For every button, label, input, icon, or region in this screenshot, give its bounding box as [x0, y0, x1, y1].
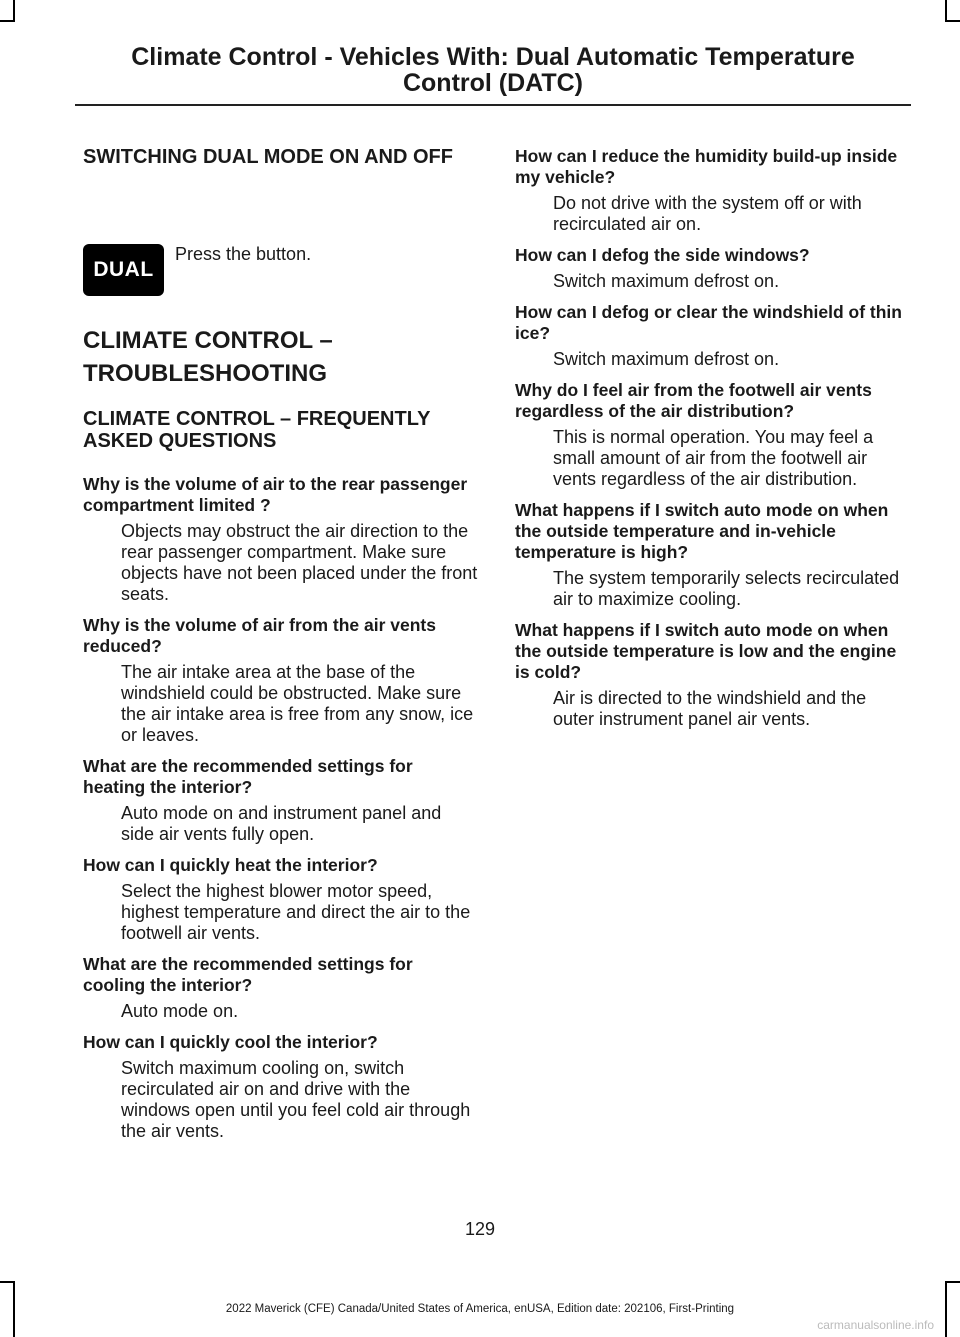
dual-mode-heading: SWITCHING DUAL MODE ON AND OFF: [83, 146, 453, 168]
dual-button-icon: DUAL: [83, 244, 164, 296]
faq-question: How can I quickly heat the interior?: [83, 855, 378, 875]
faq-question: What are the recommended settings for cooling the interior?: [83, 954, 413, 995]
troubleshooting-line1: CLIMATE CONTROL –: [83, 327, 333, 354]
faq-heading: CLIMATE CONTROL – FREQUENTLY ASKED QUESTIONS: [83, 408, 431, 452]
faq-answer: Switch maximum cooling on, switch recirculated air on and drive with the windows open until you feel cold air through the air vents.: [121, 1058, 471, 1141]
faq-question: Why do I feel air from the footwell air vents regardless of the air distribution?: [515, 380, 872, 421]
left-column: [83, 146, 478, 1152]
faq-question: What are the recommended settings for heating the interior?: [83, 756, 413, 797]
crop-mark: [0, 20, 15, 22]
faq-answer: Air is directed to the windshield and the outer instrument panel air vents.: [553, 688, 867, 729]
faq-answer: Auto mode on and instrument panel and side air vents fully open.: [121, 803, 442, 844]
faq-answer: The system temporarily selects recirculated air to maximize cooling.: [553, 568, 900, 609]
faq-answer: The air intake area at the base of the windshield could be obstructed. Make sure the air intake area is free from any snow, ice or leaves.: [121, 662, 474, 745]
faq-question: How can I quickly cool the interior?: [83, 1032, 378, 1052]
right-column: [515, 146, 910, 740]
faq-answer: Switch maximum defrost on.: [553, 271, 780, 291]
crop-mark: [0, 1281, 15, 1283]
faq-question: What happens if I switch auto mode on when the outside temperature and in-vehicle temperature is high?: [515, 500, 889, 562]
faq-question: What happens if I switch auto mode on when the outside temperature is low and the engine is cold?: [515, 620, 897, 682]
crop-mark: [945, 0, 947, 22]
faq-question: How can I reduce the humidity build-up inside my vehicle?: [515, 146, 898, 187]
faq-answer: Do not drive with the system off or with recirculated air on.: [553, 193, 862, 234]
page-header: [75, 44, 911, 96]
troubleshooting-line2: TROUBLESHOOTING: [83, 360, 327, 387]
page-footer: 2022 Maverick (CFE) Canada/United States of America, enUSA, Edition date: 202106, First-Printing: [225, 1303, 735, 1315]
faq-question: How can I defog or clear the windshield of thin ice?: [515, 302, 902, 343]
faq-answer: Auto mode on.: [121, 1001, 239, 1021]
faq-question: Why is the volume of air from the air vents reduced?: [83, 615, 436, 656]
crop-mark: [13, 0, 15, 22]
faq-answer: Select the highest blower motor speed, highest temperature and direct the air to the footwell air vents.: [121, 881, 471, 943]
crop-mark: [945, 1281, 960, 1283]
dual-instruction-text: Press the button.: [175, 244, 312, 264]
crop-mark: [945, 20, 960, 22]
faq-question: Why is the volume of air to the rear passenger compartment limited ?: [83, 474, 468, 515]
header-title-line1: Climate Control - Vehicles With: Dual Automatic Temperature: [131, 43, 855, 71]
header-title-line2: Control (DATC): [402, 69, 584, 97]
faq-answer: Switch maximum defrost on.: [553, 349, 780, 369]
header-divider: [75, 104, 911, 106]
watermark: carmanualsonline.info: [817, 1318, 934, 1332]
faq-answer: This is normal operation. You may feel a small amount of air from the footwell air vents regardless of the air distribution.: [553, 427, 874, 489]
troubleshooting-heading: [83, 324, 478, 390]
faq-answer: Objects may obstruct the air direction to the rear passenger compartment. Make sure objects have not been placed under the front seats.: [121, 521, 478, 604]
faq-question: How can I defog the side windows?: [515, 245, 810, 265]
page-number: 129: [464, 1219, 496, 1239]
